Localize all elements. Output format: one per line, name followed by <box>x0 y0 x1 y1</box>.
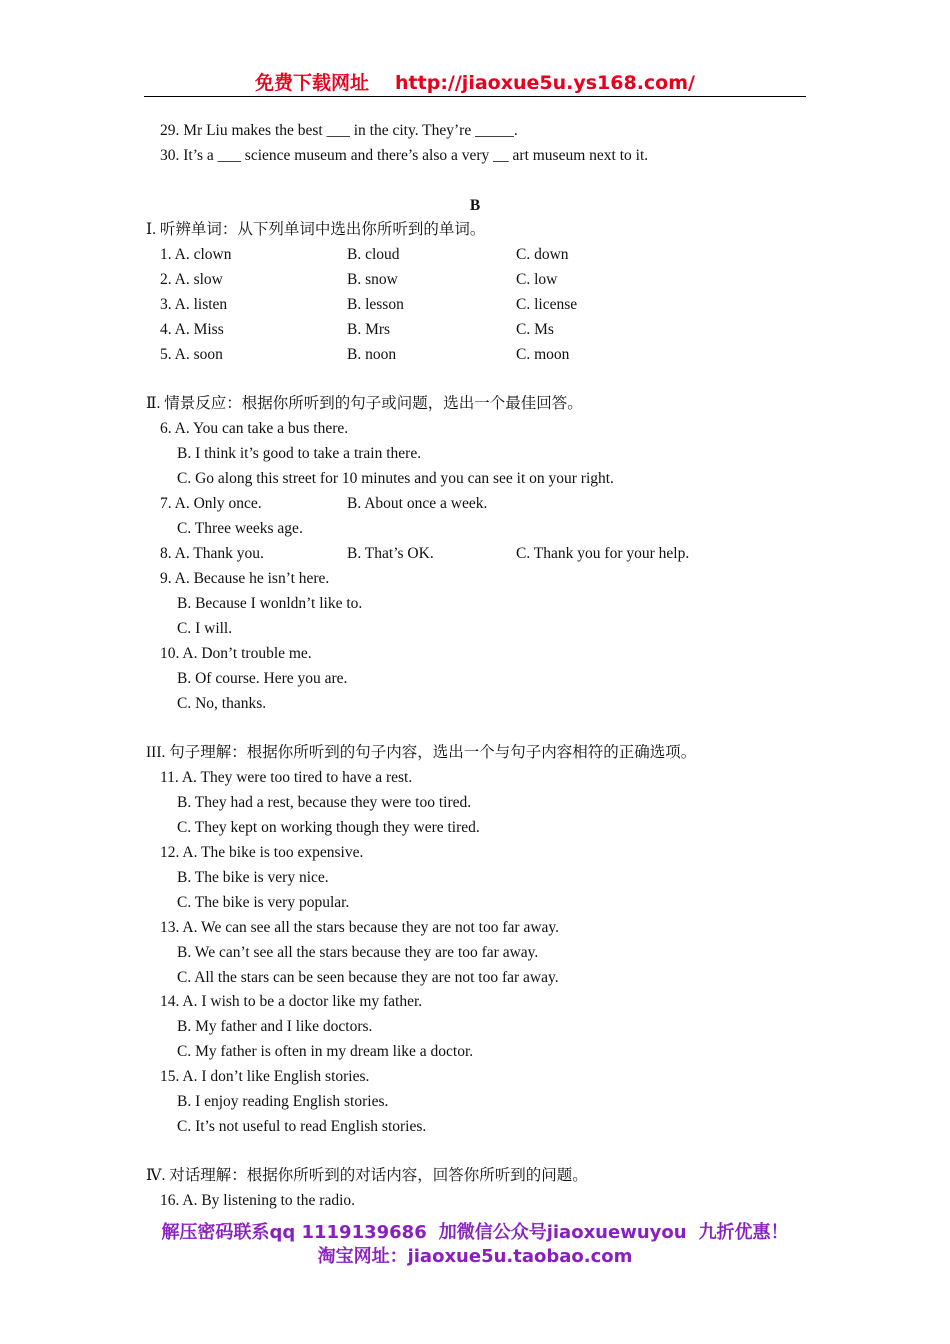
q2-option-b: B. snow <box>347 271 398 288</box>
q9-option-b: B. Because I wonldn’t like to. <box>177 595 363 612</box>
q5-option-b: B. noon <box>347 346 397 363</box>
q6-option-a: 6. A. You can take a bus there. <box>160 420 349 437</box>
q10-option-c: C. No, thanks. <box>177 695 267 712</box>
part2-title: Ⅱ. 情景反应：根据你所听到的句子或问题，选出一个最佳回答。 <box>146 395 583 412</box>
q3-option-a: 3. A. listen <box>160 296 228 313</box>
q13-option-a: 13. A. We can see all the stars because they are not too far away. <box>160 919 560 936</box>
q7-option-a: 7. A. Only once. <box>160 495 262 512</box>
q10-option-b: B. Of course. Here you are. <box>177 670 348 687</box>
q15-option-c: C. It’s not useful to read English stories. <box>177 1118 427 1135</box>
section-b-heading: B <box>469 197 481 214</box>
q2-option-a: 2. A. slow <box>160 271 223 288</box>
header-banner <box>0 68 950 95</box>
question-30: 30. It’s a ___ science museum and there’s also a very __ art museum next to it. <box>160 147 649 164</box>
q8-option-c: C. Thank you for your help. <box>516 545 690 562</box>
q13-option-b: B. We can’t see all the stars because they are too far away. <box>177 944 539 961</box>
q1-option-c: C. down <box>516 246 569 263</box>
header-url-link[interactable]: http://jiaoxue5u.ys168.com/ <box>395 72 695 94</box>
question-29: 29. Mr Liu makes the best ___ in the city. They’re _____. <box>160 122 518 139</box>
q7-option-c: C. Three weeks age. <box>177 520 303 537</box>
q3-option-c: C. license <box>516 296 578 313</box>
header-divider <box>144 96 806 97</box>
part1-title: Ⅰ. 听辨单词：从下列单词中选出你所听到的单词。 <box>146 221 486 238</box>
q9-option-c: C. I will. <box>177 620 233 637</box>
q12-option-c: C. The bike is very popular. <box>177 894 350 911</box>
q4-option-c: C. Ms <box>516 321 554 338</box>
q12-option-b: B. The bike is very nice. <box>177 869 329 886</box>
q5-option-c: C. moon <box>516 346 570 363</box>
q4-option-b: B. Mrs <box>347 321 391 338</box>
footer-qq: qq 1119139686 <box>269 1222 427 1243</box>
q11-option-c: C. They kept on working though they were tired. <box>177 819 480 836</box>
q3-option-b: B. lesson <box>347 296 404 313</box>
part4-title: Ⅳ. 对话理解：根据你所听到的对话内容，回答你所听到的问题。 <box>146 1167 588 1184</box>
part3-title: III. 句子理解：根据你所听到的句子内容，选出一个与句子内容相符的正确选项。 <box>146 744 697 761</box>
q14-option-b: B. My father and I like doctors. <box>177 1018 373 1035</box>
q1-option-a: 1. A. clown <box>160 246 232 263</box>
q11-option-b: B. They had a rest, because they were too tired. <box>177 794 472 811</box>
footer-wechat: 加微信公众号jiaoxuewuyou <box>438 1222 687 1243</box>
q8-option-b: B. That’s OK. <box>347 545 434 562</box>
q14-option-a: 14. A. I wish to be a doctor like my father. <box>160 993 423 1010</box>
footer-contact-line <box>0 1218 950 1244</box>
q5-option-a: 5. A. soon <box>160 346 223 363</box>
q9-option-a: 9. A. Because he isn’t here. <box>160 570 330 587</box>
header-site-label: 免费下载网址 <box>255 72 370 94</box>
q8-option-a: 8. A. Thank you. <box>160 545 264 562</box>
q14-option-c: C. My father is often in my dream like a doctor. <box>177 1043 474 1060</box>
q15-option-a: 15. A. I don’t like English stories. <box>160 1068 370 1085</box>
q10-option-a: 10. A. Don’t trouble me. <box>160 645 312 662</box>
q15-option-b: B. I enjoy reading English stories. <box>177 1093 389 1110</box>
footer-discount: 九折优惠！ <box>698 1222 789 1243</box>
q4-option-a: 4. A. Miss <box>160 321 224 338</box>
q12-option-a: 12. A. The bike is too expensive. <box>160 844 364 861</box>
q1-option-b: B. cloud <box>347 246 400 263</box>
q16-option-a: 16. A. By listening to the radio. <box>160 1192 356 1209</box>
footer-taobao-link[interactable]: 淘宝网址：jiaoxue5u.taobao.com <box>317 1246 633 1267</box>
q2-option-c: C. low <box>516 271 558 288</box>
q6-option-b: B. I think it’s good to take a train there. <box>177 445 422 462</box>
footer-contact-label: 解压密码联系 <box>161 1222 270 1243</box>
q7-option-b: B. About once a week. <box>347 495 488 512</box>
q11-option-a: 11. A. They were too tired to have a rest. <box>160 769 413 786</box>
q13-option-c: C. All the stars can be seen because they are not too far away. <box>177 969 559 986</box>
q6-option-c: C. Go along this street for 10 minutes and you can see it on your right. <box>177 470 614 487</box>
